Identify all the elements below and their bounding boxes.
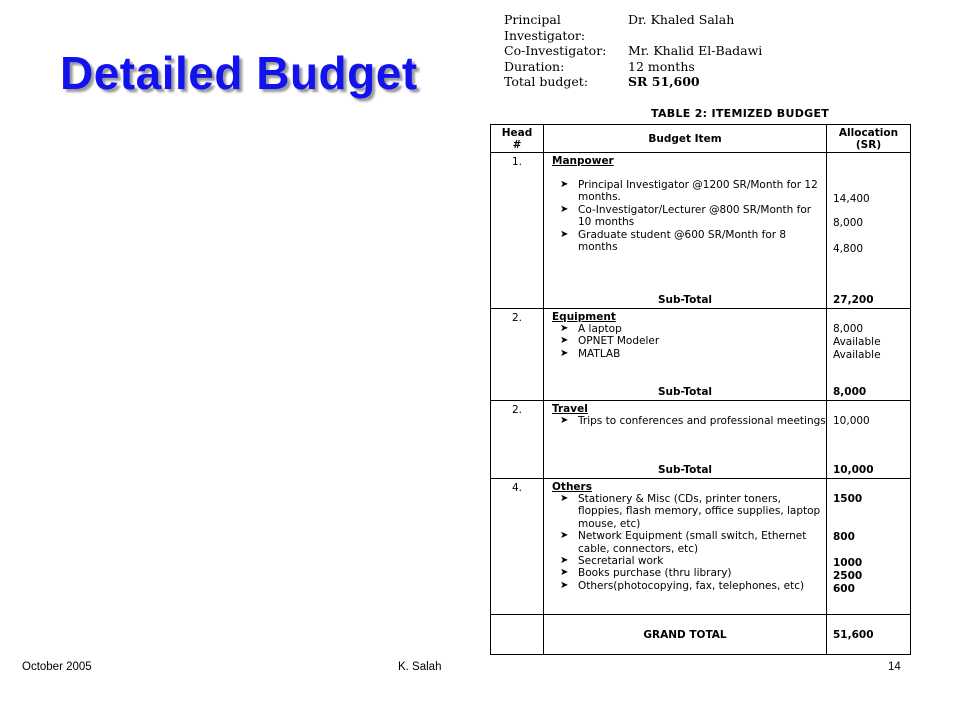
item-list (544, 323, 826, 360)
grand-total-label: GRAND TOTAL (544, 615, 827, 655)
section-row-manpower (491, 153, 911, 309)
allocation-value: Available (833, 349, 881, 361)
item-list (544, 493, 826, 592)
table-header-row (491, 125, 911, 153)
bullet-arrow-icon: ➤ (560, 323, 569, 334)
section-items-cell (544, 479, 827, 615)
list-item (552, 179, 826, 204)
footer-date: October 2005 (22, 661, 92, 673)
list-item (552, 204, 826, 229)
slide-title: Detailed Budget (60, 47, 418, 99)
project-info-value: Dr. Khaled Salah (628, 12, 735, 27)
allocation-value: 1000 (833, 557, 863, 569)
budget-document-scan (486, 0, 960, 656)
allocation-value: 8,000 (833, 323, 864, 335)
section-number: 2. (491, 401, 544, 479)
project-info-value: 12 months (628, 58, 695, 74)
section-items-cell (544, 309, 827, 401)
bullet-arrow-icon: ➤ (560, 567, 569, 579)
allocation-value: 10,000 (833, 415, 870, 427)
allocation-value: 4,800 (833, 243, 864, 255)
section-number: 4. (491, 479, 544, 615)
total-budget-value: SR 51,600 (628, 74, 700, 89)
item-list (544, 167, 826, 253)
list-item (552, 493, 826, 530)
project-info-label: Total budget: (504, 74, 589, 89)
project-info-label: Co-Investigator: (504, 43, 607, 58)
subtotal-label: Sub-Total (657, 386, 713, 398)
project-info-label: Duration: (504, 58, 565, 74)
bullet-arrow-icon: ➤ (560, 555, 569, 567)
section-allocations-cell (827, 153, 911, 309)
list-item (552, 348, 826, 360)
item-text: A laptop (578, 323, 622, 335)
project-info (504, 12, 762, 90)
allocation-value: 600 (833, 583, 855, 595)
item-text: Stationery & Misc (CDs, printer toners, floppies, flash memory, office supplies, laptop mouse, etc) (578, 493, 821, 530)
header-budget-item: Budget Item (544, 125, 827, 153)
allocation-value: Available (833, 336, 881, 348)
item-text: Co-Investigator/Lecturer @800 SR/Month for 10 months (578, 203, 812, 229)
project-info-row (504, 59, 762, 75)
section-title: Travel (552, 403, 588, 415)
subtotal-value: 27,200 (833, 294, 874, 306)
allocation-value: 2500 (833, 570, 863, 582)
list-item (552, 567, 826, 579)
bullet-arrow-icon: ➤ (560, 347, 569, 359)
allocation-value: 800 (833, 531, 855, 543)
header-allocation: Allocation (SR) (827, 125, 911, 153)
list-item (552, 335, 826, 347)
item-text: Graduate student @600 SR/Month for 8 months (578, 228, 787, 254)
item-text: Trips to conferences and professional meetings (578, 415, 826, 427)
project-info-row (504, 12, 762, 43)
empty-cell (491, 615, 544, 655)
bullet-arrow-icon: ➤ (560, 415, 569, 426)
section-title: Manpower (552, 155, 614, 167)
section-row-equipment (491, 309, 911, 401)
section-title: Others (552, 481, 592, 493)
section-number: 1. (491, 153, 544, 309)
list-item (552, 555, 826, 567)
bullet-arrow-icon: ➤ (560, 493, 569, 504)
grand-total-value: 51,600 (827, 615, 911, 655)
bullet-arrow-icon: ➤ (560, 335, 569, 347)
item-text: MATLAB (578, 347, 621, 360)
list-item (552, 323, 826, 335)
subtotal-value: 8,000 (833, 386, 867, 398)
project-info-value: Mr. Khalid El-Badawi (628, 43, 763, 58)
bullet-arrow-icon: ➤ (560, 179, 569, 190)
slide-number: 14 (888, 661, 901, 673)
item-text: Secretarial work (578, 555, 664, 568)
list-item (552, 580, 826, 592)
section-row-others (491, 479, 911, 615)
section-title: Equipment (552, 311, 616, 323)
item-text: Principal Investigator @1200 SR/Month for 12 months. (578, 179, 818, 204)
subtotal-label: Sub-Total (657, 294, 713, 306)
bullet-arrow-icon: ➤ (560, 579, 569, 591)
section-allocations-cell (827, 479, 911, 615)
grand-total-row (491, 615, 911, 655)
allocation-value: 14,400 (833, 193, 870, 205)
allocation-value: 1500 (833, 493, 863, 505)
project-info-label: Principal Investigator: (504, 12, 586, 43)
project-info-row (504, 74, 762, 90)
section-number: 2. (491, 309, 544, 401)
header-head-number: Head # (491, 125, 544, 153)
list-item (552, 229, 826, 254)
section-items-cell (544, 153, 827, 309)
list-item (552, 415, 826, 427)
item-text: Network Equipment (small switch, Ethernet cable, connectors, etc) (578, 530, 807, 555)
subtotal-value: 10,000 (833, 464, 874, 476)
subtotal-label: Sub-Total (657, 464, 713, 476)
bullet-arrow-icon: ➤ (560, 203, 569, 215)
bullet-arrow-icon: ➤ (560, 228, 569, 240)
section-items-cell (544, 401, 827, 479)
section-row-travel (491, 401, 911, 479)
footer-author: K. Salah (398, 661, 442, 673)
bullet-arrow-icon: ➤ (560, 530, 569, 542)
item-text: Books purchase (thru library) (578, 567, 732, 580)
section-allocations-cell (827, 401, 911, 479)
item-text: Others(photocopying, fax, telephones, etc) (578, 579, 805, 592)
item-list (544, 415, 826, 427)
table-title: TABLE 2: ITEMIZED BUDGET (651, 107, 830, 120)
project-info-row (504, 43, 762, 59)
allocation-value: 8,000 (833, 217, 864, 229)
list-item (552, 530, 826, 555)
section-allocations-cell (827, 309, 911, 401)
itemized-budget-table (490, 124, 911, 655)
item-text: OPNET Modeler (578, 335, 660, 348)
